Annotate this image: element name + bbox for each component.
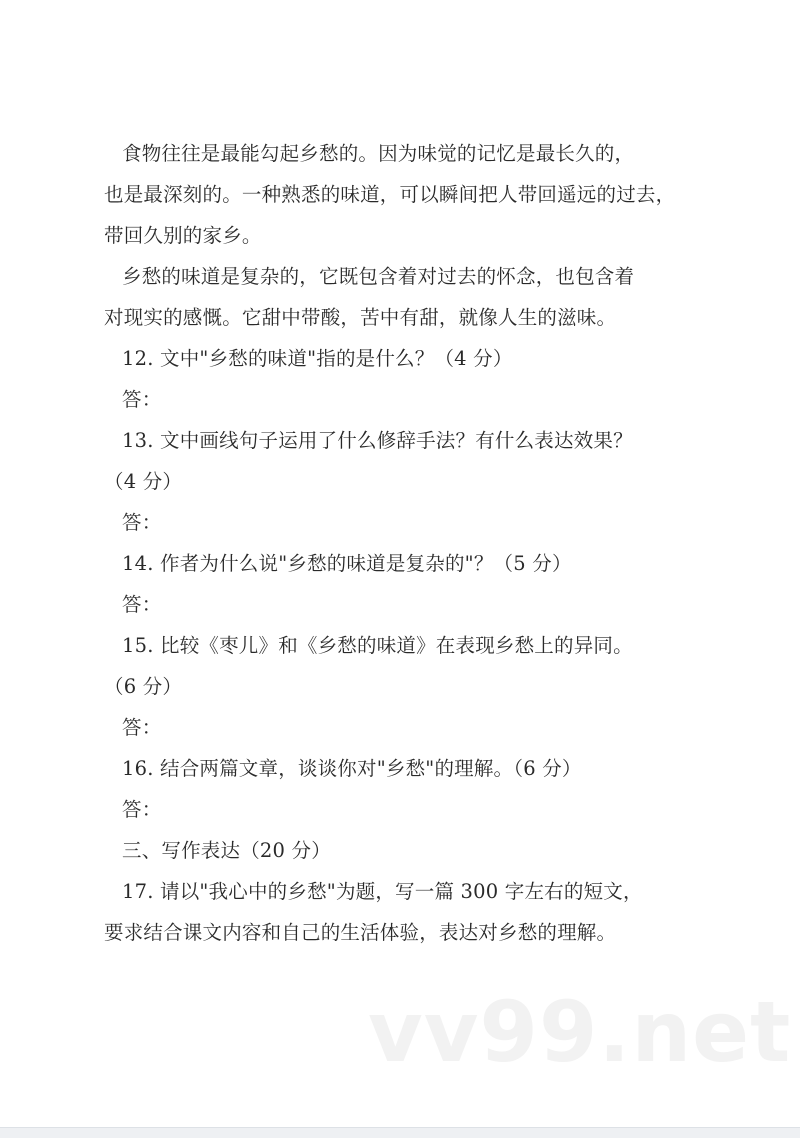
- question-15: 15. 比较《枣儿》和《乡愁的味道》在表现乡愁上的异同。: [122, 634, 633, 657]
- paragraph-line: 乡愁的味道是复杂的，它既包含着对过去的怀念，也包含着: [122, 265, 635, 288]
- question-13: 13. 文中画线句子运用了什么修辞手法？有什么表达效果？: [122, 429, 633, 452]
- question-12: 12. 文中"乡愁的味道"指的是什么？（4 分）: [122, 347, 513, 370]
- paragraph-line: 对现实的感慨。它甜中带酸，苦中有甜，就像人生的滋味。: [104, 306, 617, 329]
- answer-label: 答：: [122, 511, 162, 534]
- question-14: 14. 作者为什么说"乡愁的味道是复杂的"？（5 分）: [122, 552, 572, 575]
- question-17-continued: 要求结合课文内容和自己的生活体验，表达对乡愁的理解。: [104, 921, 617, 944]
- page-bottom-strip: [0, 1127, 800, 1138]
- answer-label: 答：: [122, 388, 162, 411]
- question-17: 17. 请以"我心中的乡愁"为题，写一篇 300 字左右的短文，: [122, 880, 643, 903]
- paragraph-line: 带回久别的家乡。: [104, 224, 262, 247]
- paragraph-line: 也是最深刻的。一种熟悉的味道，可以瞬间把人带回遥远的过去，: [104, 183, 676, 206]
- question-16: 16. 结合两篇文章，谈谈你对"乡愁"的理解。（6 分）: [122, 757, 582, 780]
- document-body: [104, 133, 704, 953]
- watermark-text: vv99.net: [368, 983, 792, 1081]
- answer-label: 答：: [122, 716, 162, 739]
- question-15-score: （6 分）: [104, 675, 183, 698]
- question-13-score: （4 分）: [104, 470, 183, 493]
- answer-label: 答：: [122, 593, 162, 616]
- answer-label: 答：: [122, 798, 162, 821]
- paragraph-line: 食物往往是最能勾起乡愁的。因为味觉的记忆是最长久的，: [122, 142, 635, 165]
- section-heading: 三、写作表达（20 分）: [122, 839, 331, 862]
